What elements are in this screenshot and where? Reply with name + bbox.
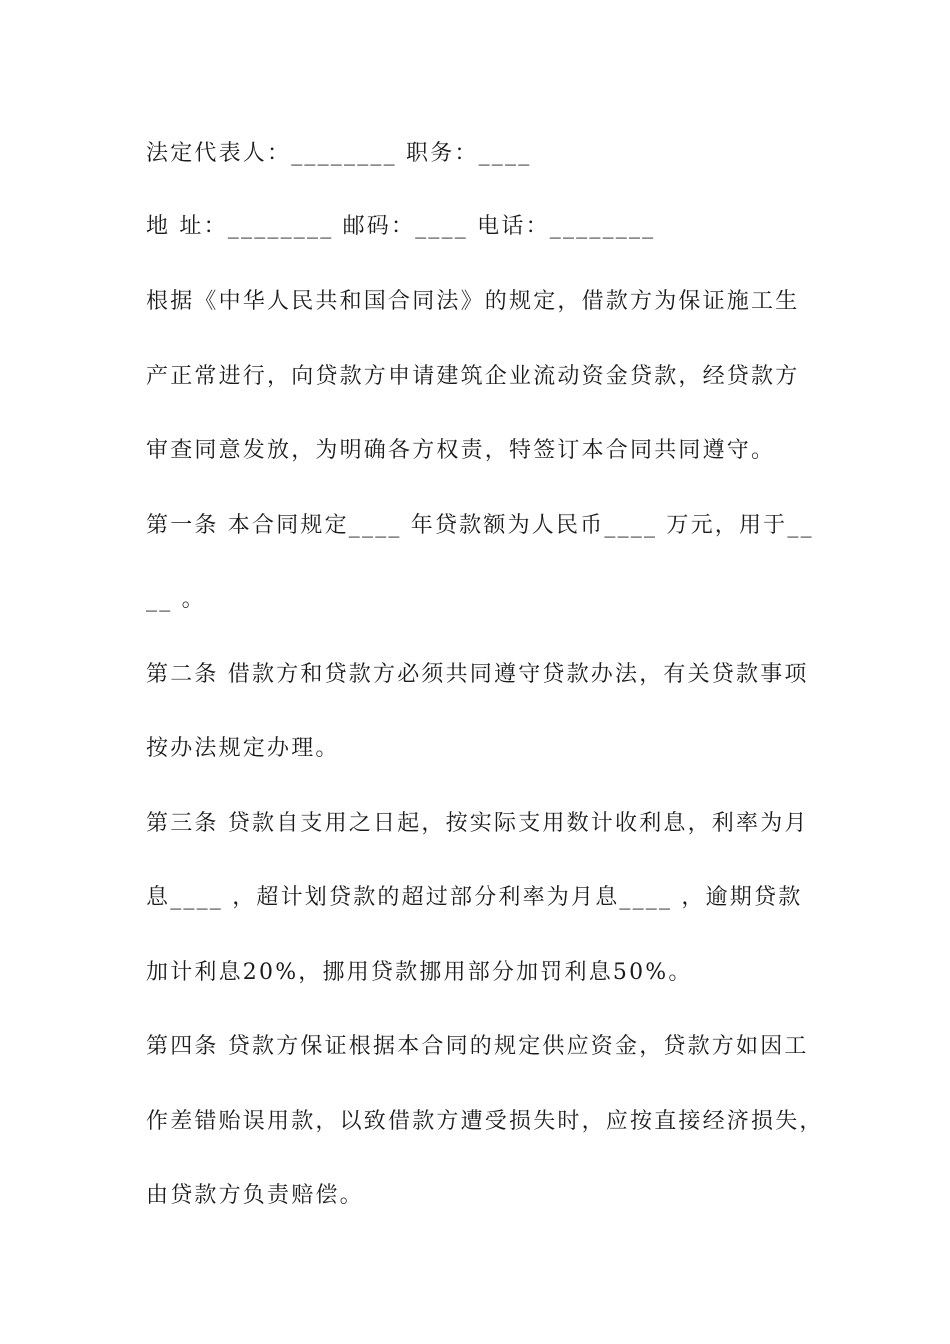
article-four-line: 作差错贻误用款，以致借款方遭受损失时，应按直接经济损失， <box>146 1109 824 1134</box>
article-four-line: 第四条 贷款方保证根据本合同的规定供应资金，贷款方如因工 <box>146 1034 809 1059</box>
paragraph-line: 产正常进行，向贷款方申请建筑企业流动资金贷款，经贷款方 <box>146 364 800 389</box>
legal-representative-line: 法定代表人：________ 职务：____ <box>146 141 532 166</box>
article-two-line: 按办法规定办理。 <box>146 736 340 761</box>
article-one-line: __ 。 <box>146 587 206 612</box>
paragraph-line: 审查同意发放，为明确各方权责，特签订本合同共同遵守。 <box>146 438 776 463</box>
article-two-line: 第二条 借款方和贷款方必须共同遵守贷款办法，有关贷款事项 <box>146 662 809 687</box>
article-three-line: 加计利息20%，挪用贷款挪用部分加罚利息50%。 <box>146 960 693 985</box>
article-three-line: 息____ ，超计划贷款的超过部分利率为月息____ ，逾期贷款 <box>146 885 803 910</box>
article-four-line: 由贷款方负责赔偿。 <box>146 1183 364 1208</box>
article-one-line: 第一条 本合同规定____ 年贷款额为人民币____ 万元，用于__ <box>146 513 814 538</box>
address-line: 地 址：________ 邮码：____ 电话：________ <box>146 214 656 239</box>
paragraph-line: 根据《中华人民共和国合同法》的规定，借款方为保证施工生 <box>146 289 800 314</box>
article-three-line: 第三条 贷款自支用之日起，按实际支用数计收利息，利率为月 <box>146 811 809 836</box>
